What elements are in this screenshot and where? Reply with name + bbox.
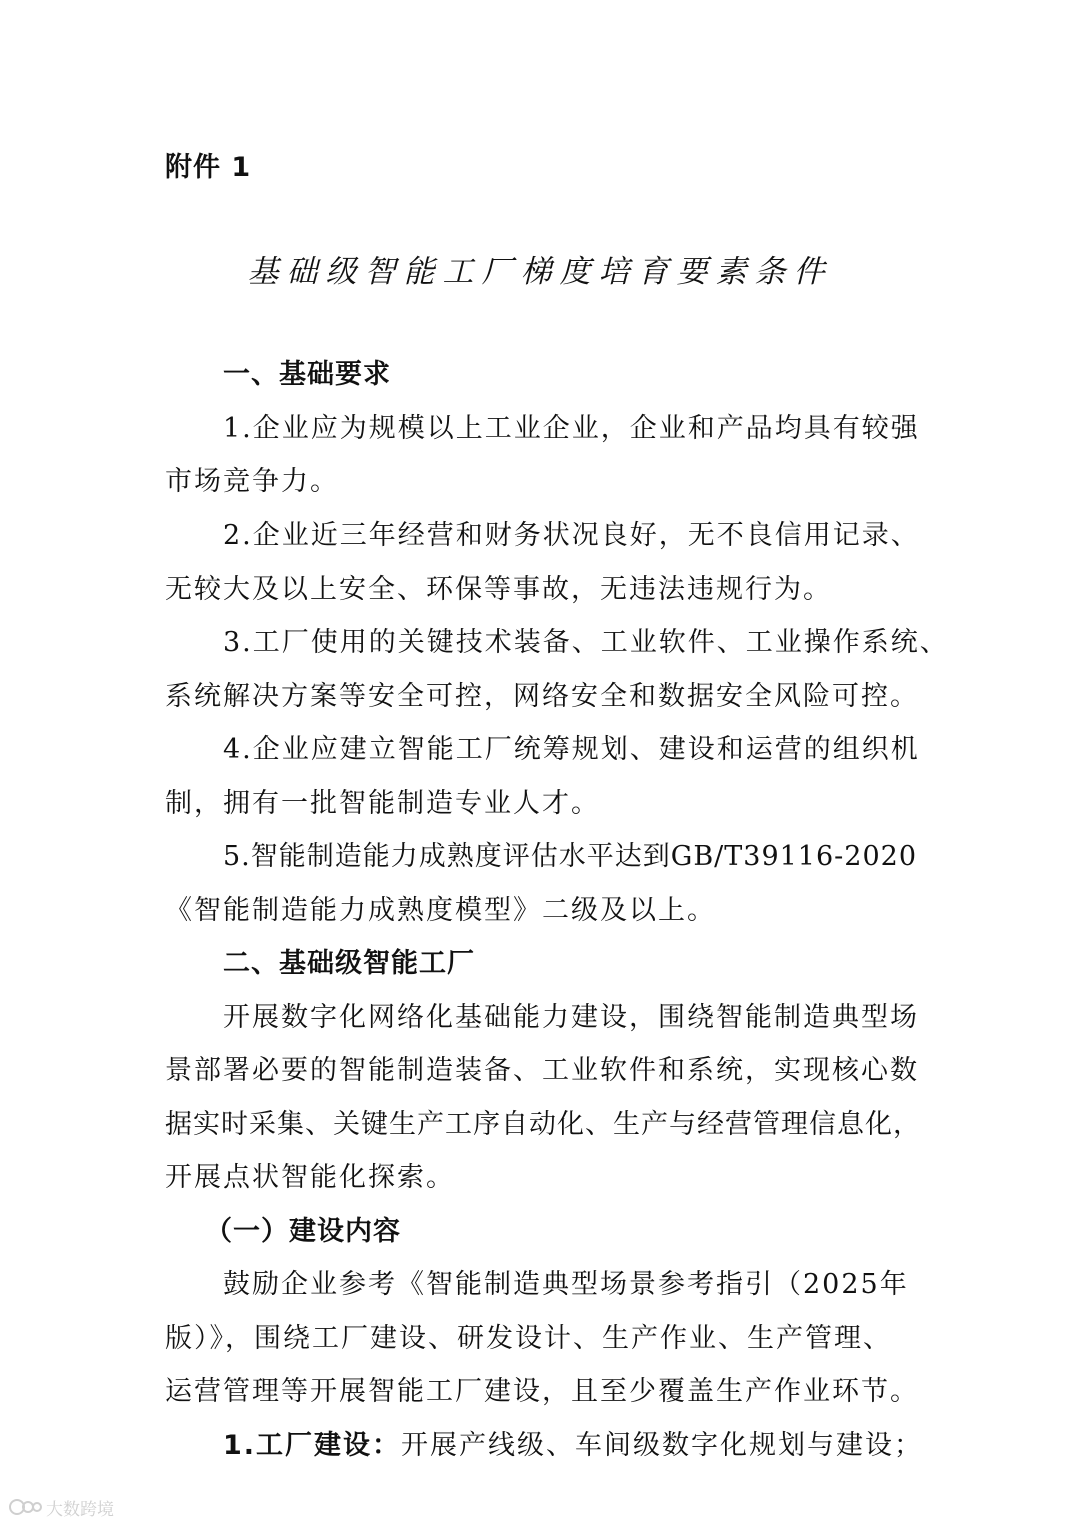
subsection-para-line-1: 鼓励企业参考《智能制造典型场景参考指引（2025年 [223, 1269, 909, 1300]
item-5-line-1: 5.智能制造能力成熟度评估水平达到GB/T39116-2020 [223, 841, 918, 872]
watermark-text: 大数跨境 [46, 1499, 114, 1520]
item-4-line-2: 制，拥有一批智能制造专业人才。 [165, 788, 600, 819]
item-3-line-1: 3.工厂使用的关键技术装备、工业软件、工业操作系统、 [223, 627, 949, 658]
section-2-heading: 二、基础级智能工厂 [223, 948, 475, 979]
item-5-line-2: 《智能制造能力成熟度模型》二级及以上。 [165, 895, 716, 926]
attachment-label: 附件 1 [165, 152, 252, 183]
item-2-line-2: 无较大及以上安全、环保等事故，无违法违规行为。 [165, 574, 832, 605]
factory-construction-line [223, 1427, 923, 1465]
factory-construction-text: 开展产线级、车间级数字化规划与建设； [401, 1430, 924, 1461]
section-2-para-line-4: 开展点状智能化探索。 [165, 1162, 455, 1193]
subsection-heading: （一）建设内容 [205, 1216, 401, 1247]
section-1-heading: 一、基础要求 [223, 359, 391, 390]
item-4-line-1: 4.企业应建立智能工厂统筹规划、建设和运营的组织机 [223, 734, 920, 765]
section-2-para-line-3: 据实时采集、关键生产工序自动化、生产与经营管理信息化， [165, 1109, 921, 1140]
document-title: 基础级智能工厂梯度培育要素条件 [247, 254, 833, 290]
section-2-para-line-1: 开展数字化网络化基础能力建设，围绕智能制造典型场 [223, 1002, 919, 1033]
subsection-para-line-2: 版）》，围绕工厂建设、研发设计、生产作业、生产管理、 [165, 1323, 892, 1354]
item-1-line-2: 市场竞争力。 [165, 466, 339, 497]
item-1-line-1: 1.企业应为规模以上工业企业，企业和产品均具有较强 [223, 413, 920, 444]
subsection-para-line-3: 运营管理等开展智能工厂建设，且至少覆盖生产作业环节。 [165, 1376, 919, 1407]
item-2-line-1: 2.企业近三年经营和财务状况良好，无不良信用记录、 [223, 520, 920, 551]
logo-icon [8, 1497, 42, 1517]
factory-construction-label: 1.工厂建设： [223, 1430, 402, 1461]
item-3-line-2: 系统解决方案等安全可控，网络安全和数据安全风险可控。 [165, 681, 919, 712]
watermark [8, 1494, 114, 1520]
section-2-para-line-2: 景部署必要的智能制造装备、工业软件和系统，实现核心数 [165, 1055, 919, 1086]
